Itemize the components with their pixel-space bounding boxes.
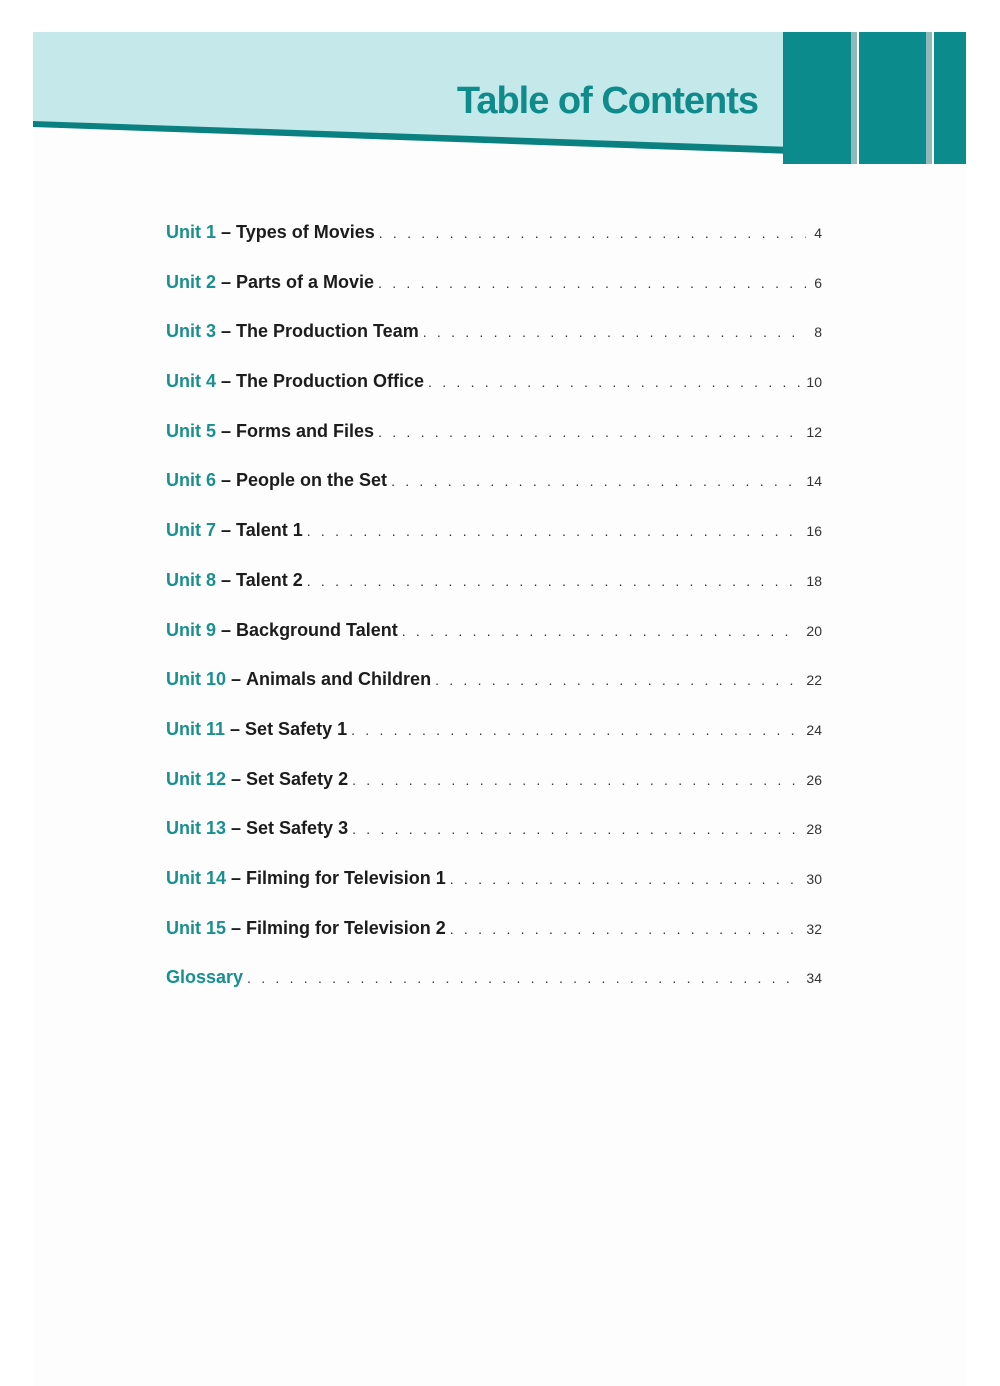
toc-entry-title: Talent 2 bbox=[236, 569, 303, 590]
toc-separator: – bbox=[230, 718, 241, 739]
toc-page-number: 32 bbox=[806, 920, 822, 937]
toc-separator: – bbox=[221, 420, 232, 441]
toc-unit-label: Unit 5 bbox=[166, 420, 217, 441]
toc-page-number: 12 bbox=[806, 423, 822, 440]
toc-page-number: 24 bbox=[806, 721, 822, 738]
header-banner bbox=[33, 32, 966, 192]
toc-separator: – bbox=[231, 818, 242, 839]
toc-entry[interactable] bbox=[166, 868, 822, 918]
toc-entry[interactable] bbox=[166, 918, 822, 968]
toc-page-number: 26 bbox=[806, 771, 822, 788]
toc-dot-leader bbox=[378, 275, 806, 291]
header-block-1 bbox=[783, 32, 851, 164]
header-block-1-shade bbox=[851, 32, 857, 164]
toc-entry[interactable] bbox=[166, 222, 822, 272]
toc-dot-leader bbox=[352, 821, 800, 837]
toc-entry[interactable] bbox=[166, 719, 822, 769]
toc-page-number: 10 bbox=[806, 374, 822, 391]
toc-entry[interactable] bbox=[166, 769, 822, 819]
toc-unit-label: Unit 9 bbox=[166, 619, 217, 640]
toc-entry-title: Parts of a Movie bbox=[236, 271, 375, 292]
toc-entry[interactable] bbox=[166, 272, 822, 322]
toc-unit-label: Unit 12 bbox=[166, 768, 227, 789]
toc-entry[interactable] bbox=[166, 570, 822, 620]
toc-dot-leader bbox=[435, 672, 800, 688]
toc-dot-leader bbox=[391, 473, 800, 489]
page-title: Table of Contents bbox=[456, 80, 758, 122]
toc-separator: – bbox=[221, 222, 232, 242]
toc-page-number: 30 bbox=[806, 870, 822, 887]
toc-entry-title: The Production Team bbox=[236, 321, 419, 342]
toc-entry[interactable] bbox=[166, 371, 822, 421]
toc-page-number: 4 bbox=[814, 225, 822, 241]
toc-entry-title: Set Safety 2 bbox=[246, 768, 349, 789]
toc-unit-label: Unit 6 bbox=[166, 470, 217, 491]
toc-entry-title: Filming for Television 2 bbox=[246, 917, 446, 938]
toc-entry-title: Filming for Television 1 bbox=[246, 867, 446, 888]
toc-dot-leader bbox=[428, 374, 800, 390]
toc-page-number: 14 bbox=[806, 473, 822, 490]
toc-separator: – bbox=[221, 520, 232, 541]
toc-unit-label: Unit 11 bbox=[166, 718, 226, 739]
toc-unit-label: Unit 2 bbox=[166, 271, 217, 292]
toc-dot-leader bbox=[450, 871, 801, 887]
toc-unit-label: Glossary bbox=[166, 967, 244, 988]
toc-dot-leader bbox=[402, 623, 801, 639]
toc-entry[interactable] bbox=[166, 470, 822, 520]
toc-dot-leader bbox=[351, 722, 800, 738]
toc-dot-leader bbox=[352, 772, 800, 788]
toc-entry[interactable] bbox=[166, 321, 822, 371]
toc-entry[interactable] bbox=[166, 520, 822, 570]
toc-entry-title: Background Talent bbox=[236, 619, 398, 640]
toc-dot-leader bbox=[379, 225, 806, 241]
toc-entry-title: Talent 1 bbox=[236, 520, 303, 541]
toc-entry-title: Set Safety 1 bbox=[245, 718, 348, 739]
toc-page-number: 34 bbox=[806, 970, 822, 987]
header-block-2 bbox=[859, 32, 926, 164]
toc-page-number: 8 bbox=[814, 324, 822, 341]
toc-entry-title: Forms and Files bbox=[236, 420, 375, 441]
toc-page-number: 6 bbox=[814, 274, 822, 291]
toc-separator: – bbox=[231, 867, 242, 888]
toc-entry[interactable] bbox=[166, 818, 822, 868]
toc-entry-title: Types of Movies bbox=[236, 222, 375, 242]
toc-separator: – bbox=[231, 917, 242, 938]
toc-unit-label: Unit 1 bbox=[166, 222, 217, 242]
header-block-2-shade bbox=[926, 32, 932, 164]
toc-entry[interactable] bbox=[166, 620, 822, 670]
toc-unit-label: Unit 8 bbox=[166, 569, 217, 590]
toc-dot-leader bbox=[307, 573, 801, 589]
toc-dot-leader bbox=[450, 921, 801, 937]
toc-separator: – bbox=[221, 619, 232, 640]
toc-entry[interactable] bbox=[166, 421, 822, 471]
toc-dot-leader bbox=[247, 970, 800, 986]
toc-unit-label: Unit 10 bbox=[166, 669, 227, 690]
toc-unit-label: Unit 4 bbox=[166, 371, 217, 392]
toc-unit-label: Unit 3 bbox=[166, 321, 217, 342]
toc-unit-label: Unit 15 bbox=[166, 917, 227, 938]
toc-page-number: 28 bbox=[806, 821, 822, 838]
toc-separator: – bbox=[221, 371, 232, 392]
table-of-contents bbox=[166, 222, 822, 1017]
toc-page-number: 20 bbox=[806, 622, 822, 639]
toc-entry-title: Set Safety 3 bbox=[246, 818, 349, 839]
toc-page-number: 16 bbox=[806, 523, 822, 540]
toc-entry-title: People on the Set bbox=[236, 470, 388, 491]
toc-separator: – bbox=[231, 768, 242, 789]
header-block-3 bbox=[934, 32, 966, 164]
toc-page-number: 18 bbox=[806, 572, 822, 589]
toc-entry-title: The Production Office bbox=[236, 371, 425, 392]
toc-separator: – bbox=[221, 321, 232, 342]
toc-dot-leader bbox=[378, 424, 800, 440]
toc-separator: – bbox=[221, 470, 232, 491]
toc-page-number: 22 bbox=[806, 672, 822, 689]
toc-separator: – bbox=[231, 669, 242, 690]
toc-dot-leader bbox=[307, 523, 801, 539]
toc-entry-title: Animals and Children bbox=[246, 669, 432, 690]
toc-entry[interactable] bbox=[166, 967, 822, 1017]
toc-separator: – bbox=[221, 569, 232, 590]
toc-unit-label: Unit 14 bbox=[166, 867, 227, 888]
toc-separator: – bbox=[221, 271, 232, 292]
toc-entry[interactable] bbox=[166, 669, 822, 719]
toc-unit-label: Unit 13 bbox=[166, 818, 227, 839]
toc-unit-label: Unit 7 bbox=[166, 520, 217, 541]
toc-dot-leader bbox=[423, 324, 806, 340]
